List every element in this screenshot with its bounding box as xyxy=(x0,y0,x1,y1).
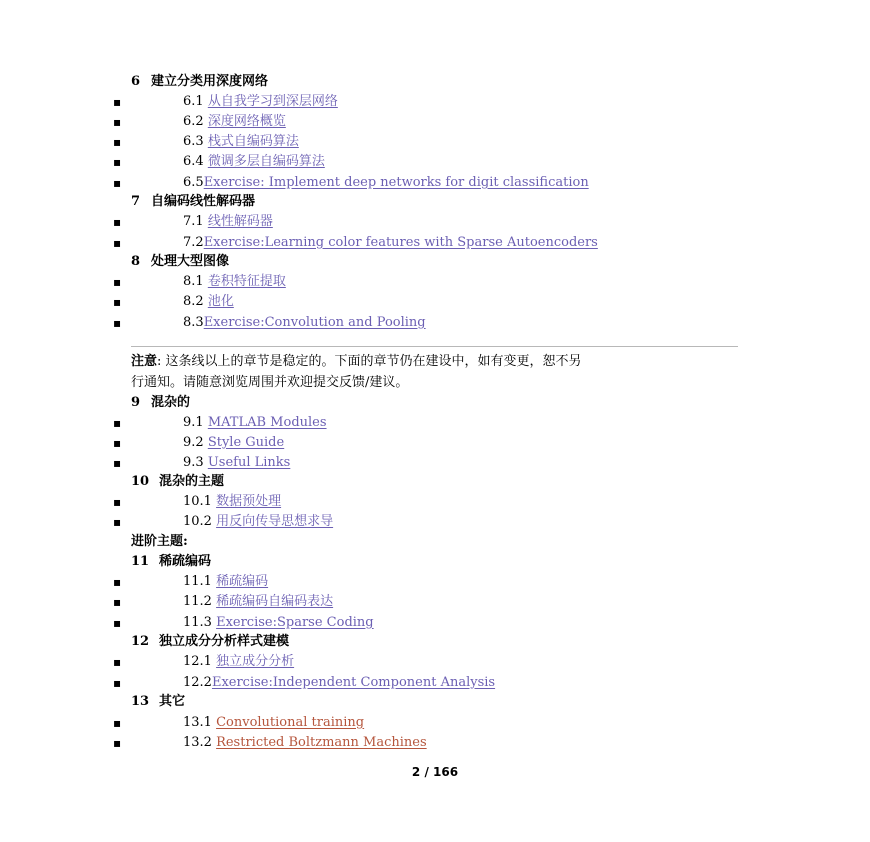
bullet-icon: ▪ xyxy=(113,115,122,129)
bullet-icon: ▪ xyxy=(113,295,122,309)
bullet-icon: ▪ xyxy=(113,456,122,470)
section-heading-8 xyxy=(0,252,870,272)
toc-link[interactable]: 用反向传导思想求导 xyxy=(216,514,334,529)
toc-link[interactable]: MATLAB Modules xyxy=(207,415,327,430)
list-item xyxy=(0,313,870,333)
section-number: 8 xyxy=(131,254,141,269)
bullet-icon: ▪ xyxy=(113,595,122,609)
section-number: 10 xyxy=(131,474,150,489)
bullet-icon: ▪ xyxy=(113,515,122,529)
bullet-icon: ▪ xyxy=(113,575,122,589)
item-number: 9.2 xyxy=(183,435,208,450)
item-number: 10.2 xyxy=(183,514,217,529)
toc-link[interactable]: Useful Links xyxy=(207,455,291,470)
page-number: 2 / 166 xyxy=(411,765,459,779)
toc-link[interactable]: 微调多层自编码算法 xyxy=(207,154,325,169)
item-number: 11.1 xyxy=(183,574,217,589)
bullet-icon: ▪ xyxy=(113,436,122,450)
list-item xyxy=(0,112,870,132)
item-number: 6.5 xyxy=(183,175,204,190)
item-number: 11.2 xyxy=(183,594,217,609)
list-item xyxy=(0,433,870,453)
note-line-2: 行通知。请随意浏览周围并欢迎提交反馈/建议。 xyxy=(131,375,409,390)
divider xyxy=(131,346,738,347)
toc-link[interactable]: Exercise:Sparse Coding xyxy=(216,615,374,630)
list-item xyxy=(0,212,870,232)
bullet-icon: ▪ xyxy=(113,655,122,669)
section-title: 稀疏编码 xyxy=(159,554,212,569)
item-number: 9.1 xyxy=(183,415,208,430)
list-item xyxy=(0,673,870,693)
list-item xyxy=(0,572,870,592)
item-number: 6.2 xyxy=(183,114,208,129)
note-paragraph xyxy=(131,351,751,372)
section-title: 混杂的 xyxy=(151,395,191,410)
section-heading-6 xyxy=(0,72,870,92)
note-line-1: : 这条线以上的章节是稳定的。下面的章节仍在建设中，如有变更，恕不另 xyxy=(157,354,582,369)
section-heading-13 xyxy=(0,692,870,712)
bullet-icon: ▪ xyxy=(113,135,122,149)
list-item xyxy=(0,453,870,473)
section-title: 其它 xyxy=(159,694,186,709)
bullet-icon: ▪ xyxy=(113,176,122,190)
list-item xyxy=(0,272,870,292)
bullet-icon: ▪ xyxy=(113,495,122,509)
section-heading-7 xyxy=(0,192,870,212)
section-number: 9 xyxy=(131,395,141,410)
bullet-icon: ▪ xyxy=(113,215,122,229)
list-item xyxy=(0,512,870,532)
toc-link[interactable]: Exercise:Learning color features with Sparse Autoencoders xyxy=(203,235,598,250)
list-item xyxy=(0,233,870,253)
toc-link[interactable]: Exercise:Convolution and Pooling xyxy=(203,315,426,330)
list-item xyxy=(0,592,870,612)
toc-link[interactable]: Exercise:Independent Component Analysis xyxy=(211,675,496,690)
item-number: 6.4 xyxy=(183,154,208,169)
toc-link[interactable]: 栈式自编码算法 xyxy=(207,134,299,149)
section-number: 11 xyxy=(131,554,150,569)
bullet-icon: ▪ xyxy=(113,736,122,750)
item-number: 8.3 xyxy=(183,315,204,330)
item-number: 7.2 xyxy=(183,235,204,250)
toc-link[interactable]: 深度网络概览 xyxy=(207,114,286,129)
item-number: 12.2 xyxy=(183,675,212,690)
toc-link[interactable]: 独立成分分析 xyxy=(216,654,295,669)
section-number: 6 xyxy=(131,74,141,89)
section-heading-10 xyxy=(0,472,870,492)
section-title: 独立成分分析样式建模 xyxy=(159,634,290,649)
toc-link[interactable]: 稀疏编码自编码表达 xyxy=(216,594,334,609)
toc-link[interactable]: 数据预处理 xyxy=(216,494,282,509)
item-number: 10.1 xyxy=(183,494,217,509)
toc-link[interactable]: 线性解码器 xyxy=(207,214,273,229)
bullet-icon: ▪ xyxy=(113,616,122,630)
item-number: 12.1 xyxy=(183,654,217,669)
list-item xyxy=(0,713,870,733)
toc-link[interactable]: 稀疏编码 xyxy=(216,574,269,589)
toc-link[interactable]: Restricted Boltzmann Machines xyxy=(216,735,427,750)
item-number: 8.1 xyxy=(183,274,208,289)
list-item xyxy=(0,132,870,152)
toc-link[interactable]: Exercise: Implement deep networks for digit classification xyxy=(203,175,589,190)
bullet-icon: ▪ xyxy=(113,716,122,730)
section-title: 处理大型图像 xyxy=(151,254,230,269)
item-number: 13.1 xyxy=(183,715,217,730)
list-item xyxy=(0,92,870,112)
section-heading-12 xyxy=(0,632,870,652)
list-item xyxy=(0,492,870,512)
item-number: 6.1 xyxy=(183,94,208,109)
list-item xyxy=(0,152,870,172)
section-title: 混杂的主题 xyxy=(159,474,225,489)
bullet-icon: ▪ xyxy=(113,275,122,289)
section-number: 7 xyxy=(131,194,141,209)
section-title: 建立分类用深度网络 xyxy=(151,74,269,89)
section-number: 12 xyxy=(131,634,150,649)
bullet-icon: ▪ xyxy=(113,316,122,330)
toc-link[interactable]: 池化 xyxy=(207,294,234,309)
section-title: 自编码线性解码器 xyxy=(151,194,256,209)
bullet-icon: ▪ xyxy=(113,236,122,250)
list-item xyxy=(0,413,870,433)
item-number: 6.3 xyxy=(183,134,208,149)
list-item xyxy=(0,173,870,193)
note-paragraph-cont xyxy=(131,372,751,393)
item-number: 8.2 xyxy=(183,294,208,309)
item-number: 13.2 xyxy=(183,735,217,750)
list-item xyxy=(0,652,870,672)
toc-link[interactable]: 卷积特征提取 xyxy=(207,274,286,289)
toc-link[interactable]: Convolutional training xyxy=(216,715,365,730)
section-heading-9 xyxy=(0,393,870,413)
note-label: 注意 xyxy=(131,354,158,369)
toc-link[interactable]: 从自我学习到深层网络 xyxy=(207,94,338,109)
item-number: 11.3 xyxy=(183,615,217,630)
section-heading-11 xyxy=(0,552,870,572)
list-item xyxy=(0,292,870,312)
item-number: 7.1 xyxy=(183,214,208,229)
bullet-icon: ▪ xyxy=(113,95,122,109)
toc-link[interactable]: Style Guide xyxy=(207,435,285,450)
list-item xyxy=(0,613,870,633)
section-number: 13 xyxy=(131,694,150,709)
bullet-icon: ▪ xyxy=(113,676,122,690)
bullet-icon: ▪ xyxy=(113,416,122,430)
bullet-icon: ▪ xyxy=(113,155,122,169)
list-item xyxy=(0,733,870,753)
item-number: 9.3 xyxy=(183,455,208,470)
advanced-topics-label: 进阶主题: xyxy=(131,534,188,549)
